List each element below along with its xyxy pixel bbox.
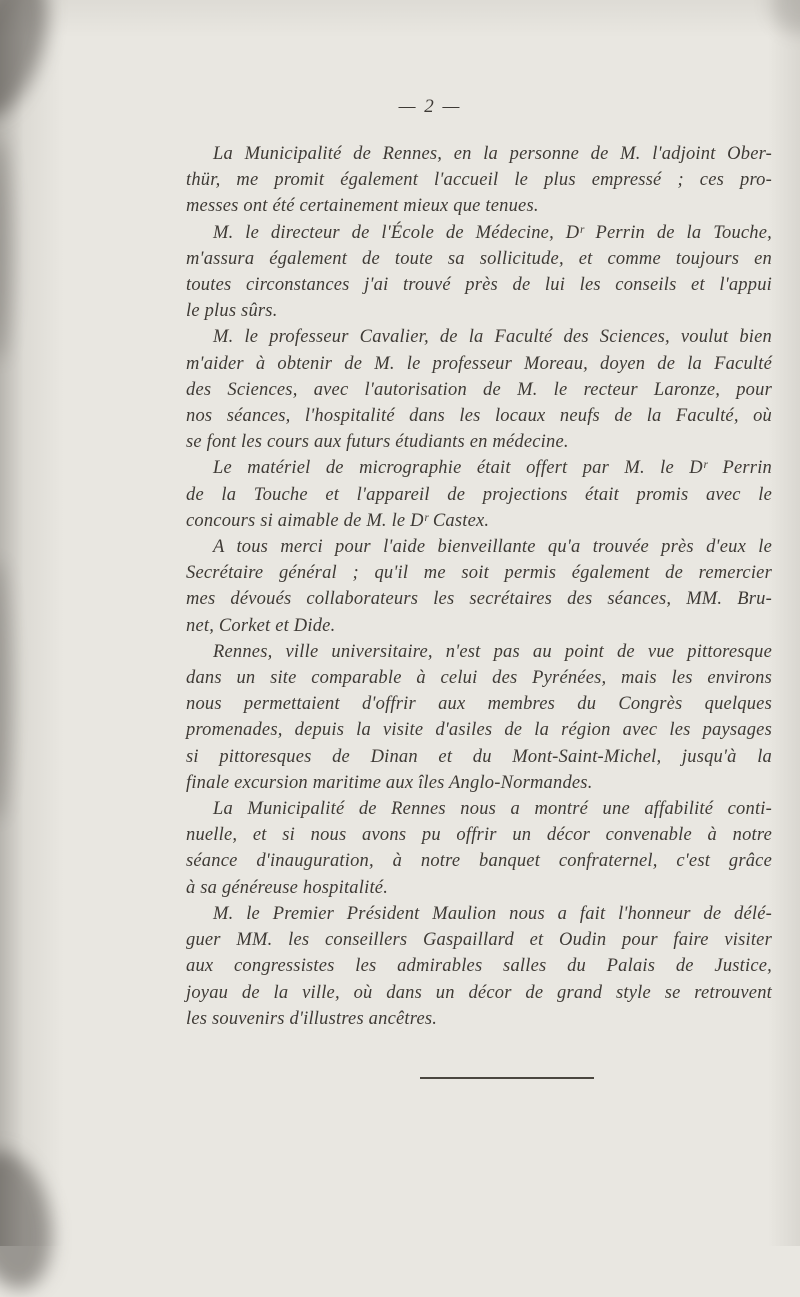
text-line: toutes circonstances j'ai trouvé près de lui les conseils et l'appui [186, 275, 772, 296]
paragraph [186, 141, 772, 220]
paragraph [186, 534, 772, 639]
text-line: La Municipalité de Rennes, en la personne de M. l'adjoint Ober- [213, 144, 772, 164]
scan-smudge [0, 560, 12, 820]
text-line: m'assura également de toute sa sollicitude, et comme toujours en [186, 248, 772, 269]
text-line: Secrétaire général ; qu'il me soit permis également de remercier [186, 563, 772, 584]
text-line: finale excursion maritime aux îles Anglo-Normandes. [186, 772, 593, 793]
body-text [186, 141, 772, 1032]
scan-smudge [0, 1143, 64, 1297]
text-line: nous permettaient d'offrir aux membres du Congrès quelques [186, 694, 772, 715]
paragraph [186, 455, 772, 534]
text-line: La Municipalité de Rennes nous a montré une affabilité conti- [213, 799, 772, 820]
text-line: thür, me promit également l'accueil le plus empressé ; ces pro- [186, 170, 772, 191]
text-line: des Sciences, avec l'autorisation de M. le recteur Laronze, pour [186, 379, 772, 400]
text-line: A tous merci pour l'aide bienveillante qu'a trouvée près d'eux le [213, 537, 772, 558]
text-line: nuelle, et si nous avons pu offrir un décor convenable à notre [186, 825, 772, 846]
text-line: de la Touche et l'appareil de projections était promis avec le [186, 484, 772, 505]
paragraph [186, 901, 772, 1032]
paragraph [186, 220, 772, 325]
text-line: dans un site comparable à celui des Pyrénées, mais les environs [186, 668, 772, 689]
text-line: promenades, depuis la visite d'asiles de la région avec les paysages [186, 720, 772, 741]
scan-smudge [770, 0, 800, 34]
paragraph [186, 324, 772, 455]
text-line: aux congressistes les admirables salles du Palais de Justice, [186, 956, 772, 977]
text-line: nos séances, l'hospitalité dans les locaux neufs de la Faculté, où [186, 406, 772, 427]
text-line: à sa généreuse hospitalité. [186, 877, 389, 898]
text-line: le plus sûrs. [186, 301, 278, 322]
scan-smudge [0, 0, 63, 127]
paragraph [186, 639, 772, 796]
text-line: messes ont été certainement mieux que tenues. [186, 196, 539, 217]
text-line: net, Corket et Dide. [186, 615, 336, 636]
text-line: si pittoresques de Dinan et du Mont-Saint-Michel, jusqu'à la [186, 746, 772, 767]
text-line: concours si aimable de M. le Dʳ Castex. [186, 510, 490, 531]
text-line: m'aider à obtenir de M. le professeur Moreau, doyen de la Faculté [186, 353, 772, 374]
text-line: Le matériel de micrographie était offert par M. le Dʳ Perrin [213, 458, 772, 479]
section-divider-rule [420, 1077, 594, 1079]
text-line: se font les cours aux futurs étudiants en médecine. [186, 432, 569, 453]
text-line: M. le directeur de l'École de Médecine, Dʳ Perrin de la Touche, [213, 222, 772, 243]
text-line: joyau de la ville, où dans un décor de grand style se retrouvent [186, 982, 772, 1003]
paragraph [186, 796, 772, 901]
scan-smudge [0, 140, 12, 360]
text-line: guer MM. les conseillers Gaspaillard et Oudin pour faire visiter [186, 930, 772, 951]
text-line: Rennes, ville universitaire, n'est pas au point de vue pittoresque [213, 641, 772, 662]
text-line: séance d'inauguration, à notre banquet confraternel, c'est grâce [186, 851, 772, 872]
text-line: mes dévoués collaborateurs les secrétaires des séances, MM. Bru- [186, 589, 772, 610]
text-line: les souvenirs d'illustres ancêtres. [186, 1008, 438, 1029]
text-line: M. le Premier Président Maulion nous a fait l'honneur de délé- [213, 903, 772, 924]
text-line: M. le professeur Cavalier, de la Faculté des Sciences, voulut bien [213, 327, 772, 348]
page-number: — 2 — [398, 96, 462, 117]
